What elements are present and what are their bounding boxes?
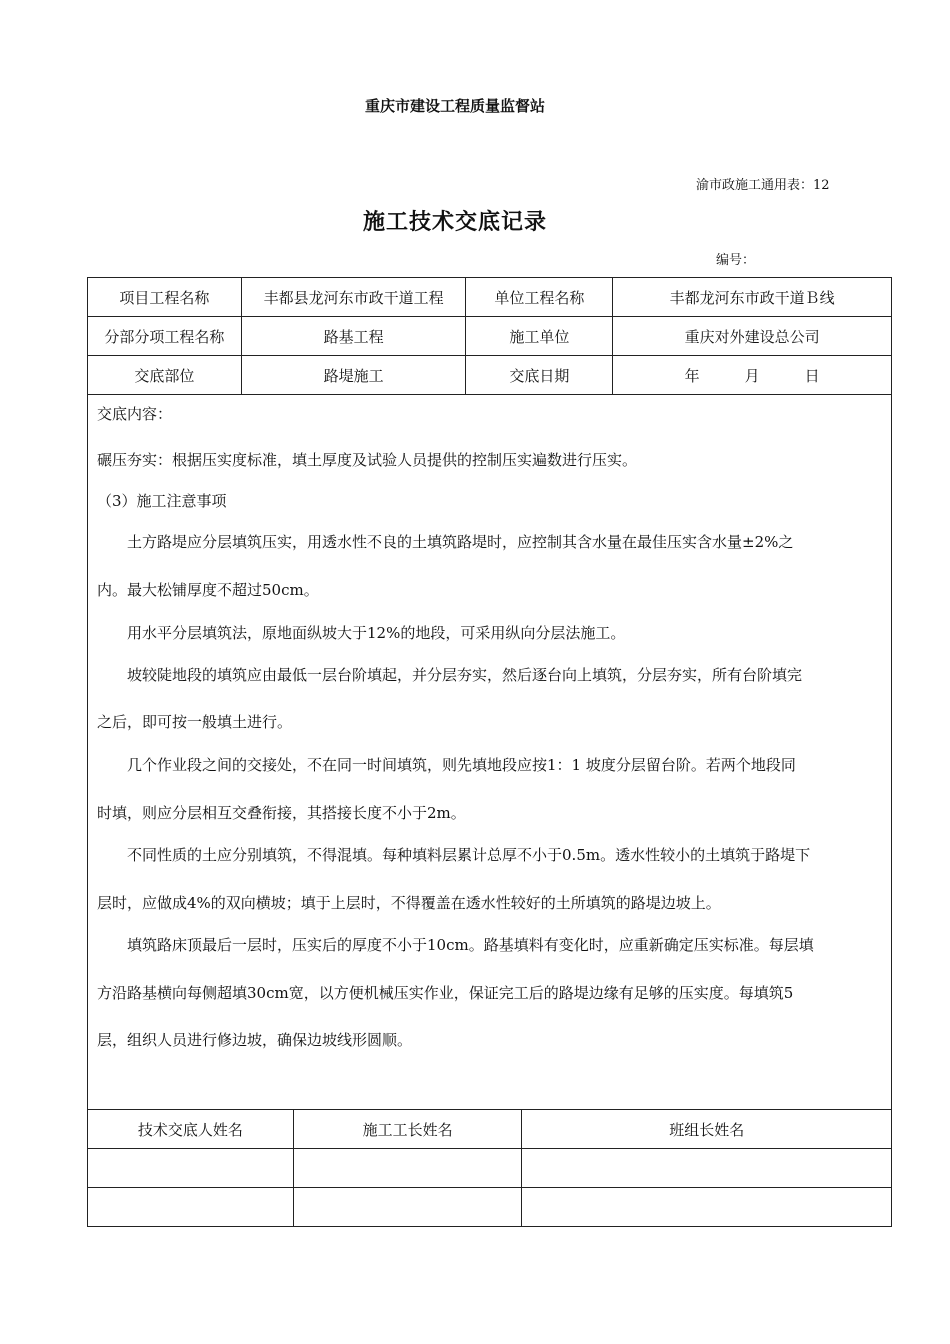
content-line: （3）施工注意事项 bbox=[97, 492, 227, 510]
briefing-date-value: 年 月 日 bbox=[613, 356, 892, 395]
content-line: 土方路堤应分层填筑压实，用透水性不良的土填筑路堤时，应控制其含水量在最佳压实含水量±2%之 bbox=[97, 533, 794, 551]
content-line: 坡较陡地段的填筑应由最低一层台阶填起，并分层夯实，然后逐台向上填筑，分层夯实，所有台阶填完 bbox=[97, 666, 803, 684]
project-name-label: 项目工程名称 bbox=[88, 278, 242, 317]
briefing-date-label: 交底日期 bbox=[466, 356, 613, 395]
foreman-label: 施工工长姓名 bbox=[293, 1110, 522, 1149]
briefing-content bbox=[87, 395, 892, 1109]
table-row bbox=[88, 278, 892, 317]
content-line: 用水平分层填筑法，原地面纵坡大于12%的地段，可采用纵向分层法施工。 bbox=[97, 624, 626, 642]
briefing-part-value: 路堤施工 bbox=[241, 356, 466, 395]
unit-name-label: 单位工程名称 bbox=[466, 278, 613, 317]
signature-cell[interactable] bbox=[522, 1188, 892, 1227]
content-line: 之后，即可按一般填土进行。 bbox=[97, 713, 293, 731]
content-label: 交底内容： bbox=[97, 405, 173, 423]
unit-name-value: 丰都龙河东市政干道Ｂ线 bbox=[613, 278, 892, 317]
constructor-value: 重庆对外建设总公司 bbox=[613, 317, 892, 356]
table-row bbox=[88, 317, 892, 356]
form-number: 渝市政施工通用表：12 bbox=[696, 178, 830, 193]
signature-cell[interactable] bbox=[88, 1188, 294, 1227]
table-row bbox=[88, 1149, 892, 1188]
content-line: 几个作业段之间的交接处，不在同一时间填筑，则先填地段应按1：1 坡度分层留台阶。若两个地段同 bbox=[97, 756, 796, 774]
content-line: 层，组织人员进行修边坡，确保边坡线形圆顺。 bbox=[97, 1031, 413, 1049]
signature-cell[interactable] bbox=[522, 1149, 892, 1188]
table-row bbox=[88, 1188, 892, 1227]
signature-table bbox=[87, 1109, 892, 1227]
organization-name: 重庆市建设工程质量监督站 bbox=[364, 97, 545, 115]
serial-number-label: 编号： bbox=[716, 253, 756, 268]
content-line: 填筑路床顶最后一层时，压实后的厚度不小于10cm。路基填料有变化时，应重新确定压实标准。每层填 bbox=[97, 936, 814, 954]
signature-cell[interactable] bbox=[293, 1188, 522, 1227]
signature-cell[interactable] bbox=[88, 1149, 294, 1188]
content-line: 不同性质的土应分别填筑，不得混填。每种填料层累计总厚不小于0.5m。透水性较小的土填筑于路堤下 bbox=[97, 846, 811, 864]
table-row bbox=[88, 356, 892, 395]
signature-cell[interactable] bbox=[293, 1149, 522, 1188]
content-line: 碾压夯实：根据压实度标准，填土厚度及试验人员提供的控制压实遍数进行压实。 bbox=[97, 451, 638, 469]
team-leader-label: 班组长姓名 bbox=[522, 1110, 892, 1149]
table-row bbox=[88, 1110, 892, 1149]
content-line: 方沿路基横向每侧超填30cm宽，以方便机械压实作业，保证完工后的路堤边缘有足够的压实度。每填筑5 bbox=[97, 984, 794, 1002]
project-info-table bbox=[87, 277, 892, 395]
subitem-name-label: 分部分项工程名称 bbox=[88, 317, 242, 356]
content-line: 层时，应做成4%的双向横坡；填于上层时，不得覆盖在透水性较好的土所填筑的路堤边坡上。 bbox=[97, 894, 721, 912]
briefing-part-label: 交底部位 bbox=[88, 356, 242, 395]
content-line: 时填，则应分层相互交叠衔接，其搭接长度不小于2m。 bbox=[97, 804, 466, 822]
document-title: 施工技术交底记录 bbox=[362, 209, 547, 235]
subitem-name-value: 路基工程 bbox=[241, 317, 466, 356]
constructor-label: 施工单位 bbox=[466, 317, 613, 356]
content-line: 内。最大松铺厚度不超过50cm。 bbox=[97, 581, 319, 599]
project-name-value: 丰都县龙河东市政干道工程 bbox=[241, 278, 466, 317]
tech-briefer-label: 技术交底人姓名 bbox=[88, 1110, 294, 1149]
